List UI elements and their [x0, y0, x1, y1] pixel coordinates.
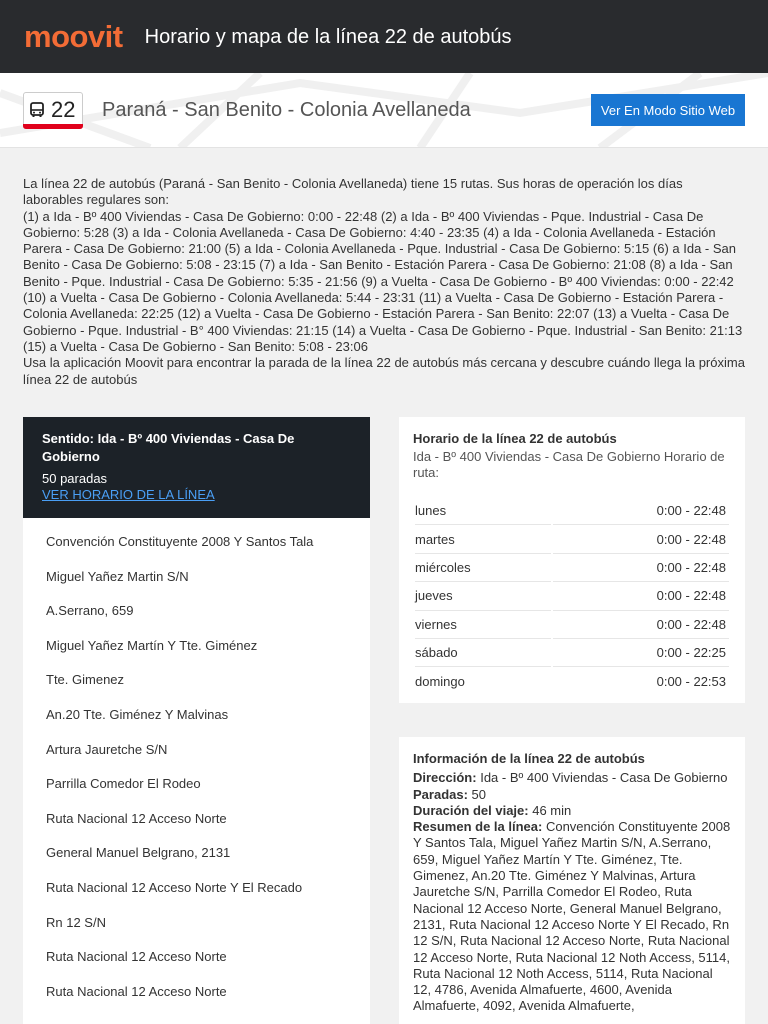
schedule-row: [415, 525, 729, 553]
direction-header: [23, 417, 370, 518]
info-duration-value: 46 min: [532, 802, 572, 818]
direction-stop-count: 50 paradas: [42, 471, 108, 486]
route-description: [23, 176, 745, 388]
intro-paragraph: La línea 22 de autobús (Paraná - San Benito - Colonia Avellaneda) tiene 15 rutas. Sus horas de operación los días laborables regulares son:: [23, 176, 683, 208]
page-title: Horario y mapa de la línea 22 de autobús: [144, 25, 512, 48]
route-number: 22: [51, 97, 76, 122]
info-title: Información de la línea 22 de autobús: [413, 751, 645, 766]
top-bar: [0, 0, 768, 73]
info-direction: [413, 770, 731, 786]
stop-item[interactable]: Miguel Yañez Martin S/N: [46, 568, 189, 584]
stop-item[interactable]: Tte. Gimenez: [46, 672, 125, 688]
stop-item[interactable]: Miguel Yañez Martín Y Tte. Giménez: [46, 637, 258, 653]
stop-item[interactable]: Ruta Nacional 12 Acceso Norte: [46, 810, 227, 826]
schedule-hours: 0:00 - 22:48: [553, 497, 729, 525]
schedule-row: [415, 582, 729, 610]
stop-item[interactable]: An.20 Tte. Giménez Y Malvinas: [46, 706, 229, 722]
schedule-hours: 0:00 - 22:48: [553, 582, 729, 610]
schedule-title: Horario de la línea 22 de autobús: [413, 431, 617, 446]
stop-item[interactable]: Ruta Nacional 12 Acceso Norte Y El Recado: [46, 879, 303, 895]
schedule-day: miércoles: [415, 554, 551, 582]
intro-app-note: Usa la aplicación Moovit para encontrar la parada de la línea 22 de autobús más cercana y descubre cuándo llega la próxima línea 22 de autobús: [23, 355, 745, 387]
info-summary: [413, 819, 731, 1015]
schedule-row: [415, 611, 729, 639]
stop-item[interactable]: Parrilla Comedor El Rodeo: [46, 776, 201, 792]
info-duration: [413, 803, 731, 819]
info-stops-value: 50: [471, 786, 487, 802]
schedule-day: domingo: [415, 674, 465, 690]
info-stops-label: Paradas:: [413, 786, 468, 802]
info-summary-value: Convención Constituyente 2008 Y Santos Tala, Miguel Yañez Martin S/N, A.Serrano, 659, Miguel Yañez Martín Y Tte. Giménez, Tte. Gimenez, An.20 Tte. Giménez Y Malvinas, Artura Jauretche S/N, Parrilla Comedor El Rodeo, Ruta Nacional 12 Acceso Norte, General Manuel Belgrano, 2131, Ruta Nacional 12 Acceso Norte Y El Recado, Rn 12 S/N, Ruta Nacional 12 Acceso Norte, Ruta Nacional 12 Acceso Norte, Ruta Nacional 12 Noth Access, 5114, Ruta Nacional 12 Noth Access, 5114, Ruta Nacional 12, 4786, Avenida Almafuerte, 4600, Avenida Almafuerte, 4092, Avenida Almafuerte,: [413, 819, 731, 1014]
direction-title: Sentido: Ida - Bº 400 Viviendas - Casa De Gobierno: [42, 431, 295, 464]
direction-panel: [23, 417, 370, 1024]
line-info-card: [399, 737, 745, 1024]
schedule-row: [415, 554, 729, 582]
schedule-day: martes: [415, 525, 551, 553]
info-duration-label: Duración del viaje:: [413, 802, 529, 818]
route-header: [0, 73, 768, 148]
stop-item[interactable]: A.Serrano, 659: [46, 603, 134, 619]
stop-item[interactable]: Ruta Nacional 12 Acceso Norte: [46, 983, 227, 999]
view-schedule-link[interactable]: VER HORARIO DE LA LÍNEA: [42, 487, 215, 502]
moovit-logo[interactable]: moovit: [24, 19, 123, 54]
info-direction-value: Ida - Bº 400 Viviendas - Casa De Gobierno: [480, 770, 728, 786]
web-mode-button[interactable]: Ver En Modo Sitio Web: [591, 94, 745, 126]
schedule-subtitle: Ida - Bº 400 Viviendas - Casa De Gobierno Horario de ruta:: [413, 449, 725, 480]
schedule-row: [415, 639, 729, 667]
info-direction-label: Dirección:: [413, 770, 477, 786]
schedule-day: jueves: [415, 582, 551, 610]
info-summary-label: Resumen de la línea:: [413, 819, 543, 835]
route-name: Paraná - San Benito - Colonia Avellaneda: [102, 98, 471, 121]
schedule-day: sábado: [415, 639, 551, 667]
stop-item[interactable]: General Manuel Belgrano, 2131: [46, 845, 231, 861]
intro-schedule-summary: (1) a Ida - Bº 400 Viviendas - Casa De Gobierno: 0:00 - 22:48 (2) a Ida - Bº 400 Viviendas - Pque. Industrial - Casa De Gobierno: 5:28 (3) a Ida - Colonia Avellaneda - Casa De Gobierno: 4:40 - 23:35 (4) a Ida - Colonia Avellaneda - Estación Parera - Casa De Gobierno: 21:00 (5) a Ida - Colonia Avellaneda - Pque. Industrial - Casa De Gobierno: 5:15 (6) a Ida - San Benito - Casa De Gobierno: 5:08 - 23:15 (7) a Ida - San Benito - Estación Parera - Casa De Gobierno: 21:08 (8) a Ida - San Benito - Pque. Industrial - Casa De Gobierno: 5:35 - 21:56 (9) a Vuelta - Casa De Gobierno - Bº 400 Viviendas: 0:00 - 22:42 (10) a Vuelta - Casa De Gobierno - Colonia Avellaneda: 5:44 - 23:31 (11) a Vuelta - Casa De Gobierno - Estación Parera - Colonia Avellaneda: 22:25 (12) a Vuelta - Casa De Gobierno - Estación Parera - San Benito: 22:07 (13) a Vuelta - Casa De Gobierno - Pque. Industrial - B° 400 Viviendas: 21:15 (14) a Vuelta - Casa De Gobierno - Pque. Industrial - San Benito: 21:13 (15) a Vuelta - Casa De Gobierno - San Benito: 5:08 - 23:06: [23, 208, 743, 354]
schedule-hours: 0:00 - 22:53: [656, 674, 726, 690]
stop-item[interactable]: Ruta Nacional 12 Acceso Norte: [46, 949, 227, 965]
stop-list: [23, 518, 370, 1009]
schedule-hours: 0:00 - 22:48: [553, 554, 729, 582]
stop-item[interactable]: Convención Constituyente 2008 Y Santos Tala: [46, 534, 314, 549]
schedule-row: [415, 667, 729, 695]
schedule-table: [413, 497, 731, 696]
stop-item[interactable]: Artura Jauretche S/N: [46, 741, 168, 757]
schedule-card: [399, 417, 745, 703]
schedule-day: lunes: [415, 497, 551, 525]
schedule-row: [415, 497, 729, 525]
info-stops: [413, 787, 731, 803]
schedule-hours: 0:00 - 22:25: [553, 639, 729, 667]
stop-item[interactable]: Rn 12 S/N: [46, 914, 106, 930]
route-badge: [23, 92, 83, 129]
schedule-hours: 0:00 - 22:48: [553, 611, 729, 639]
schedule-day: viernes: [415, 611, 551, 639]
bus-icon: [29, 102, 45, 118]
schedule-hours: 0:00 - 22:48: [553, 525, 729, 553]
